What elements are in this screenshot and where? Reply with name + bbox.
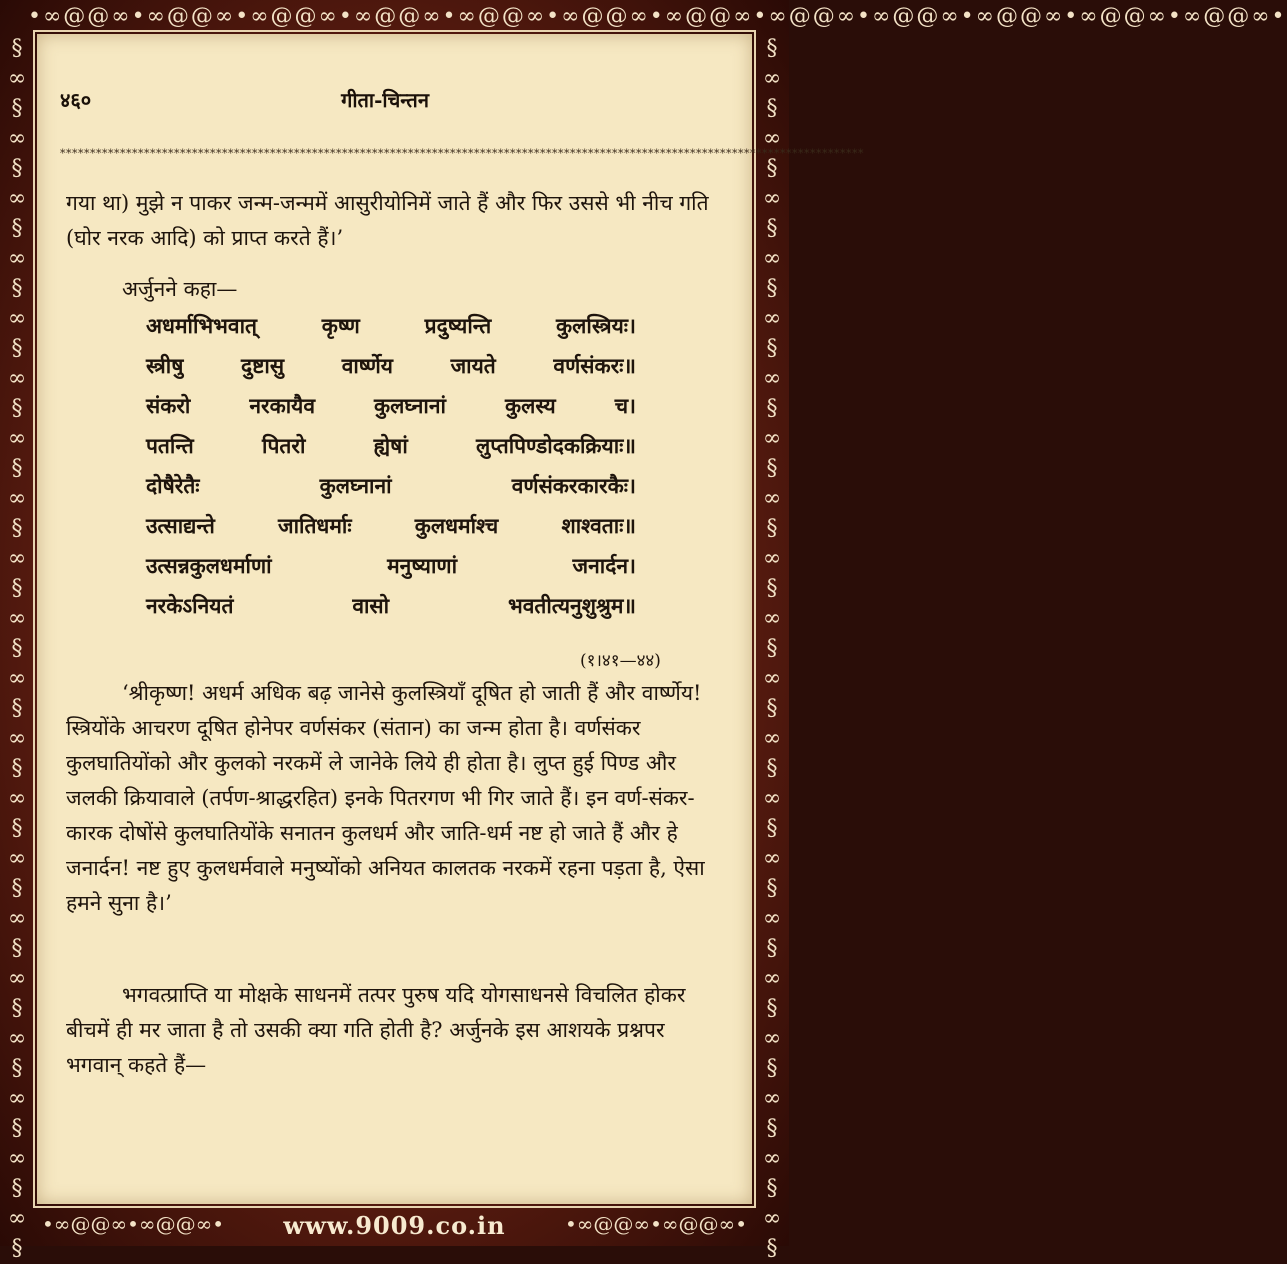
verse-line [146,312,636,340]
verse-word: शाश्वताः॥ [561,513,636,538]
top-border-ornament: •∞@@∞•∞@@∞•∞@@∞•∞@@∞•∞@@∞•∞@@∞•∞@@∞•∞@@∞•∞@@∞•∞@@∞•∞@@∞•∞@@∞• [28,4,1287,29]
verse-word: भवतीत्यनुशुश्रुम॥ [507,593,636,618]
running-title: गीता-चिन्तन [341,88,429,112]
verse-word: संकरो [146,393,191,418]
verse-word: उत्साद्यन्ते [146,513,215,538]
verse-line [146,432,636,460]
footer-left-ornament: •∞@@∞•∞@@∞• [42,1212,225,1236]
verse-word: कुलस्त्रियः। [556,313,636,338]
verse-word: दुष्टासु [240,353,285,378]
verse-word: प्रदुष्यन्ति [424,313,492,338]
page-header [60,86,710,116]
verse-word: ह्येषां [373,433,408,458]
verse-word: वार्ष्णेय [341,353,393,378]
verse-word: च। [614,393,636,418]
verse-word: कुलघ्नानां [319,473,392,498]
verse-word: कुलस्य [504,393,556,418]
verse-word: स्त्रीषु [146,353,184,378]
verse-word: वर्णसंकरकारकैः। [511,473,636,498]
verse-word: कुलघ्नानां [374,393,446,418]
verse-word: जनार्दन। [572,553,636,578]
verse-word: वर्णसंकरः॥ [553,353,636,378]
verse-word: मनुष्याणां [387,553,458,578]
verse-word: अधर्माभिभवात् [146,313,258,338]
verse-line [146,472,636,500]
verse-word: पितरो [262,433,306,458]
verse-word: कुलधर्माश्च [414,513,499,538]
closing-paragraph: भगवत्प्राप्ति या मोक्षके साधनमें तत्पर पुरुष यदि योगसाधनसे विचलित होकर बीचमें ही मर जाता है तो उसकी क्या गति होती है? अर्जुनके इस आशयके प्रश्नपर भगवान् कहते हैं— [66,983,686,1077]
verse-word: नरकायैव [249,393,316,418]
verse-word: वासो [352,593,390,618]
right-border-ornament: § ∞ § ∞ § ∞ § ∞ § ∞ § ∞ § ∞ § ∞ § ∞ § ∞ § ∞ § ∞ § ∞ § ∞ § ∞ § ∞ § ∞ § ∞ § ∞ § ∞ § [762,36,782,1261]
verse-line [146,512,636,540]
footer-website[interactable]: www.9009.co.in [283,1211,506,1240]
translation-paragraph: ‘श्रीकृष्ण! अधर्म अधिक बढ़ जानेसे कुलस्त्रियाँ दूषित हो जाती हैं और वार्ष्णेय! स्त्रियोंके आचरण दूषित होनेपर वर्णसंकर (संतान) का जन्म होता है। वर्णसंकर कुलघातियोंको और कुलको नरकमें ले जानेके लिये ही होता है। लुप्त हुई पिण्ड और जलकी क्रियावाले (तर्पण-श्राद्धरहित) इनके पितरगण भी गिर जाते हैं। इन वर्ण-संकर-कारक दोषोंसे कुलघातियोंके सनातन कुलधर्म और जाति-धर्म नष्ट हो जाते हैं और हे जनार्दन! नष्ट हुए कुलधर्मवाले मनुष्योंको अनियत कालतक नरकमें रहना पड़ता है, ऐसा हमने सुना है।’ [66,681,705,915]
page-number: ४६० [60,88,92,112]
speaker-line: अर्जुनने कहा— [122,277,238,301]
verse-line [146,352,636,380]
intro-paragraph: गया था) मुझे न पाकर जन्म-जन्ममें आसुरीयोनिमें जाते हैं और फिर उससे भी नीच गति (घोर नरक आदि) को प्राप्त करते हैं।’ [66,191,709,250]
verse-word: नरकेऽनियतं [146,593,234,618]
verse-word: कृष्ण [321,313,360,338]
verse-line [146,592,636,620]
verse-word: जायते [450,353,496,378]
verse-word: दोषैरेतैः [146,473,200,498]
verse-word: पतन्ति [146,433,194,458]
verse-reference: (१।४१—४४) [580,651,661,671]
verse-word: लुप्तपिण्डोदकक्रियाः॥ [476,433,636,458]
verse-word: जातिधर्माः [277,513,352,538]
verse-word: उत्सन्नकुलधर्माणां [146,553,272,578]
left-border-ornament: § ∞ § ∞ § ∞ § ∞ § ∞ § ∞ § ∞ § ∞ § ∞ § ∞ § ∞ § ∞ § ∞ § ∞ § ∞ § ∞ § ∞ § ∞ § ∞ § ∞ § [7,36,27,1261]
header-rule: ************************************************************************************************************************************** [60,147,864,160]
footer-right-ornament: •∞@@∞•∞@@∞• [564,1212,747,1236]
verse-line [146,552,636,580]
verse-line [146,392,636,420]
